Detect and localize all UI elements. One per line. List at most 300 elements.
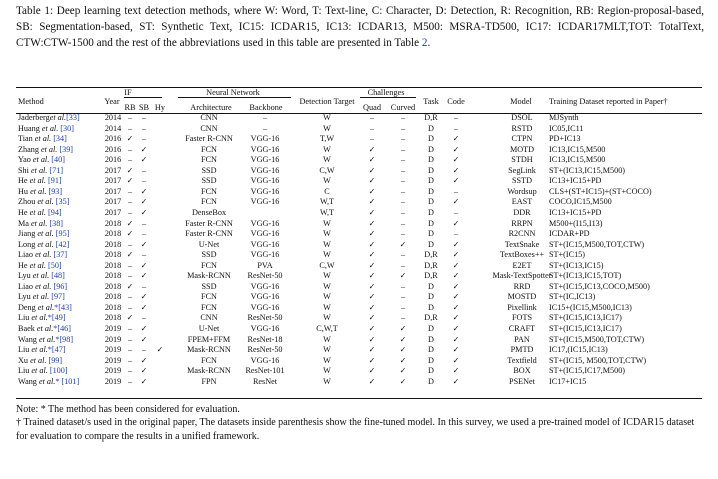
cell-detection-target: W (323, 144, 331, 154)
table-notes (16, 403, 702, 443)
cell-sb: – (141, 313, 147, 323)
cell-code: ✓ (452, 366, 460, 376)
cell-architecture: FPN (201, 376, 217, 386)
cell-task: D (428, 165, 434, 175)
cell-training-dataset: IC13,IC15,M500 (549, 155, 606, 165)
cell-code: ✓ (452, 324, 460, 333)
cell-task: D (428, 186, 434, 196)
table-row (16, 197, 702, 208)
cell-training-dataset: COCO,IC15,M500 (549, 197, 612, 207)
method-author: Ma (18, 218, 31, 228)
if-group-rule (124, 97, 162, 98)
cell-sb: – (141, 250, 147, 260)
cell-training-dataset: ST+(IC15,IC13,COCO,M500) (549, 281, 650, 291)
cell-task: D (428, 324, 434, 333)
cell-architecture: U-Net (198, 239, 220, 249)
cell-task: D (428, 176, 434, 186)
cell-architecture: U-Net (198, 324, 220, 333)
cell-detection-target: C (324, 186, 330, 196)
cell-rb: ✓ (126, 313, 134, 323)
cell-backbone: VGG-16 (250, 281, 280, 291)
cell-year: 2017 (104, 165, 122, 175)
header-model: Model (510, 97, 532, 106)
cell-model: SSTD (511, 176, 533, 186)
cell-curved: – (400, 155, 406, 165)
method-citation[interactable]: [35] (53, 197, 70, 207)
cell-curved: ✓ (399, 345, 407, 355)
cell-task: D,R (424, 113, 438, 122)
method-author: Liu (18, 313, 32, 323)
cell-code: ✓ (452, 292, 460, 302)
cell-quad: ✓ (368, 355, 376, 365)
method-citation[interactable]: [71] (47, 165, 64, 175)
cell-method (18, 377, 79, 388)
cell-backbone: ResNet-50 (247, 271, 283, 281)
note-evaluation: Note: * The method has been considered for evaluation. (16, 404, 240, 415)
table-caption (16, 4, 704, 51)
cell-curved: – (400, 113, 406, 122)
caption-table-reference[interactable]: 2 (421, 36, 428, 49)
cell-architecture: FCN (201, 355, 217, 365)
method-author: Liao (18, 281, 36, 291)
method-et-al: et al. (31, 345, 48, 355)
cell-code: ✓ (452, 134, 460, 144)
cell-method (18, 292, 65, 303)
cell-task: D (428, 281, 434, 291)
cell-backbone: VGG-16 (250, 197, 280, 207)
cell-rb: – (127, 334, 133, 344)
method-citation[interactable]: [48] (49, 271, 65, 281)
cell-rb: – (127, 345, 133, 355)
cell-model: E2ET (512, 260, 532, 270)
cell-architecture: FCN (201, 144, 217, 154)
method-author: Hu (18, 186, 31, 196)
cell-task: D (428, 197, 434, 207)
table-row (16, 345, 702, 356)
cell-quad: ✓ (368, 292, 376, 302)
header-rb: RB (124, 103, 136, 112)
method-et-al: et al. (41, 123, 59, 133)
cell-detection-target: W (323, 302, 331, 312)
cell-sb: – (141, 281, 147, 291)
cell-quad: – (369, 123, 375, 133)
cell-code: ✓ (452, 176, 460, 186)
method-author: Lyu (18, 292, 33, 302)
cell-quad: ✓ (368, 176, 376, 186)
cell-model: CRAFT (508, 324, 536, 333)
method-et-al: et al. (32, 292, 50, 302)
cell-code: – (453, 113, 459, 122)
header-method: Method (18, 97, 44, 106)
table-row (16, 356, 702, 367)
cell-curved: – (400, 197, 406, 207)
cell-training-dataset: ICDAR+PD (549, 229, 590, 239)
method-citation[interactable]: *[47] (47, 345, 66, 355)
cell-model: Wordsup (507, 186, 537, 196)
method-citation[interactable]: [33] (66, 113, 80, 122)
table-row (16, 292, 702, 303)
method-et-al: et al. (30, 355, 47, 365)
cell-year: 2019 (104, 324, 122, 333)
cell-architecture: FCN (201, 186, 217, 196)
method-citation[interactable]: [39] (57, 144, 74, 154)
cell-training-dataset: ST+(IC13,IC15) (549, 260, 604, 270)
cell-rb: – (127, 376, 133, 386)
method-author: Jaderberg (18, 113, 50, 122)
cell-detection-target: W (323, 271, 331, 281)
cell-task: D (428, 366, 434, 376)
cell-curved: – (400, 250, 406, 260)
table-row (16, 187, 702, 198)
cell-quad: ✓ (368, 324, 376, 333)
cell-backbone: – (262, 123, 268, 133)
cell-year: 2019 (104, 334, 122, 344)
method-citation[interactable]: * [101] (55, 376, 80, 386)
neural-network-group-rule (178, 97, 291, 98)
method-et-al: et al. (31, 366, 48, 376)
cell-year: 2016 (104, 144, 122, 154)
cell-architecture: SSD (201, 165, 217, 175)
method-et-al: et al. (38, 334, 56, 344)
header-year: Year (104, 97, 120, 106)
table-row (16, 134, 702, 145)
cell-backbone: VGG-16 (250, 292, 280, 302)
cell-backbone: VGG-16 (250, 134, 280, 144)
cell-model: RSTD (511, 123, 533, 133)
cell-detection-target: W (323, 281, 331, 291)
cell-detection-target: W (323, 355, 331, 365)
cell-model: BOX (513, 366, 531, 376)
method-citation[interactable]: [99] (46, 355, 63, 365)
cell-architecture: FCN (201, 302, 217, 312)
header-code: Code (447, 97, 465, 106)
cell-sb: ✓ (140, 186, 148, 196)
cell-code: – (453, 229, 459, 239)
method-citation[interactable]: *[46] (53, 324, 71, 333)
cell-backbone: ResNet-50 (247, 313, 283, 323)
cell-rb: – (127, 186, 133, 196)
cell-sb: ✓ (140, 292, 148, 302)
method-author: Yao (18, 155, 33, 165)
cell-architecture: CNN (200, 313, 218, 323)
cell-training-dataset: IC13,IC15,M500 (549, 144, 606, 154)
cell-detection-target: W (323, 250, 331, 260)
cell-task: D (428, 155, 434, 165)
cell-training-dataset: ST+(IC13,IC15,M500) (549, 165, 626, 175)
cell-detection-target: W (323, 229, 331, 239)
cell-year: 2018 (104, 229, 122, 239)
cell-year: 2018 (104, 260, 122, 270)
cell-backbone: VGG-16 (250, 324, 280, 333)
table-row (16, 155, 702, 166)
table-row (16, 124, 702, 135)
cell-method (18, 197, 69, 208)
cell-training-dataset: ST+(IC15,M500,TOT,CTW) (549, 334, 645, 344)
cell-code: ✓ (452, 271, 460, 281)
method-author: Wang (18, 376, 39, 386)
cell-model: Mask-TextSpotter (492, 271, 552, 281)
cell-method (18, 219, 63, 230)
cell-year: 2014 (104, 123, 122, 133)
cell-task: D,R (424, 260, 438, 270)
cell-detection-target: W (323, 239, 331, 249)
cell-quad: ✓ (368, 218, 376, 228)
cell-quad: – (369, 134, 375, 144)
header-neural-network-group: Neural Network (206, 87, 260, 97)
method-citation[interactable]: [95] (53, 229, 70, 239)
method-et-al: et al. (37, 229, 54, 239)
cell-curved: – (400, 123, 406, 133)
cell-curved: ✓ (399, 376, 407, 386)
cell-code: ✓ (452, 334, 460, 344)
cell-architecture: FCN (201, 292, 217, 302)
cell-method (18, 145, 73, 156)
cell-curved: – (400, 313, 406, 323)
method-citation[interactable]: [40] (49, 155, 65, 165)
table-row (16, 113, 702, 124)
cell-code: ✓ (452, 197, 460, 207)
method-et-al: et al. (36, 324, 54, 333)
cell-sb: ✓ (140, 355, 148, 365)
method-citation[interactable]: [97] (49, 292, 65, 302)
cell-year: 2018 (104, 302, 122, 312)
cell-year: 2019 (104, 355, 122, 365)
cell-rb: – (127, 123, 133, 133)
method-citation[interactable]: *[49] (47, 313, 66, 323)
method-author: Wang (18, 334, 39, 344)
method-citation[interactable]: [42] (53, 239, 70, 249)
cell-year: 2018 (104, 271, 122, 281)
method-et-al: et al. (40, 144, 58, 154)
cell-rb: – (127, 260, 133, 270)
cell-architecture: Mask-RCNN (187, 366, 231, 376)
cell-rb: ✓ (126, 218, 134, 228)
cell-model: R2CNN (508, 229, 536, 239)
cell-rb: – (127, 366, 133, 376)
cell-rb: ✓ (126, 165, 134, 175)
cell-backbone: VGG-16 (250, 355, 280, 365)
cell-year: 2017 (104, 176, 122, 186)
header-task: Task (423, 97, 439, 106)
cell-model: MOTD (509, 144, 535, 154)
cell-quad: ✓ (368, 239, 376, 249)
cell-curved: – (400, 186, 406, 196)
cell-year: 2018 (104, 250, 122, 260)
method-et-al: et al. (37, 239, 54, 249)
cell-year: 2016 (104, 155, 122, 165)
method-author: Huang (18, 123, 42, 133)
cell-code: ✓ (452, 313, 460, 323)
cell-task: D (428, 376, 434, 386)
cell-model: Pixellink (507, 302, 537, 312)
cell-year: 2018 (104, 292, 122, 302)
method-et-al: et al. (35, 281, 52, 291)
cell-model: CTPN (511, 134, 533, 144)
method-author: Lyu (18, 271, 33, 281)
cell-curved: – (400, 229, 406, 239)
cell-backbone: VGG-16 (250, 218, 280, 228)
cell-rb: ✓ (126, 134, 134, 144)
table-row (16, 366, 702, 377)
cell-model: SegLink (508, 165, 536, 175)
cell-rb: – (127, 155, 133, 165)
cell-task: D (428, 334, 434, 344)
table-row (16, 219, 702, 230)
cell-code: ✓ (452, 144, 460, 154)
cell-sb: – (141, 229, 147, 239)
cell-code: – (453, 186, 459, 196)
table-row (16, 166, 702, 177)
cell-training-dataset: IC13+IC15+PD (549, 176, 602, 186)
cell-sb: ✓ (140, 197, 148, 207)
method-citation[interactable]: [100] (47, 366, 68, 376)
method-et-al: et al. (38, 376, 56, 386)
cell-method (18, 113, 80, 124)
method-et-al: et al. (32, 271, 50, 281)
method-et-al: et al. (31, 313, 48, 323)
table-row (16, 261, 702, 272)
cell-year: 2018 (104, 239, 122, 249)
cell-backbone: VGG-16 (250, 176, 280, 186)
cell-architecture: DenseBox (191, 207, 227, 217)
cell-curved: ✓ (399, 334, 407, 344)
cell-training-dataset: M500+(I15,I13) (549, 218, 603, 228)
cell-architecture: FCN (201, 260, 217, 270)
cell-sb: – (141, 218, 147, 228)
cell-method (18, 356, 62, 367)
table-row (16, 335, 702, 346)
cell-curved: – (400, 176, 406, 186)
table-row (16, 303, 702, 314)
cell-detection-target: W (323, 176, 331, 186)
cell-rb: – (127, 197, 133, 207)
cell-detection-target: W,T (319, 197, 335, 207)
method-citation[interactable]: [96] (51, 281, 68, 291)
cell-sb: ✓ (140, 155, 148, 165)
cell-sb: ✓ (140, 144, 148, 154)
table-top-rule (16, 87, 702, 88)
method-author: Jiang (18, 229, 38, 239)
cell-detection-target: W (323, 313, 331, 323)
cell-rb: – (127, 113, 133, 122)
method-author: Zhang (18, 144, 41, 154)
cell-detection-target: W,T (319, 207, 335, 217)
cell-curved: ✓ (399, 239, 407, 249)
cell-backbone: VGG-16 (250, 250, 280, 260)
cell-backbone: VGG-16 (250, 186, 280, 196)
cell-task: D (428, 302, 434, 312)
method-citation[interactable]: [30] (58, 123, 74, 133)
cell-code: – (453, 207, 459, 217)
cell-backbone: VGG-16 (250, 302, 280, 312)
cell-quad: ✓ (368, 207, 376, 217)
cell-curved: ✓ (399, 324, 407, 333)
cell-backbone: ResNet-101 (245, 366, 285, 376)
cell-architecture: SSD (201, 176, 217, 186)
table-row (16, 313, 702, 324)
method-citation[interactable]: [94] (45, 207, 62, 217)
cell-year: 2019 (104, 345, 122, 355)
cell-sb: ✓ (140, 376, 148, 386)
cell-curved: – (400, 207, 406, 217)
cell-architecture: FCN (201, 155, 217, 165)
cell-backbone: ResNet (252, 376, 278, 386)
cell-architecture: Mask-RCNN (187, 271, 231, 281)
cell-model: DDR (513, 207, 531, 217)
method-citation[interactable]: [91] (45, 176, 62, 186)
cell-model: FOTS (511, 313, 533, 323)
cell-training-dataset: ST+(IC15,IC17,M500) (549, 366, 626, 376)
cell-detection-target: W (323, 366, 331, 376)
method-citation[interactable]: *[43] (54, 302, 72, 312)
cell-rb: ✓ (126, 250, 134, 260)
method-et-al: et al. (29, 260, 46, 270)
cell-rb: – (127, 144, 133, 154)
method-author: He (18, 176, 30, 186)
method-et-al: et al. (37, 197, 54, 207)
cell-architecture: SSD (201, 281, 217, 291)
method-citation[interactable]: [38] (47, 218, 64, 228)
method-et-al: et al. (49, 113, 67, 122)
method-citation[interactable]: [93] (46, 186, 63, 196)
cell-sb: – (141, 176, 147, 186)
cell-model: Textfield (507, 355, 537, 365)
cell-quad: ✓ (368, 165, 376, 175)
header-challenges-group: Challenges (367, 87, 405, 97)
cell-architecture: Faster R-CNN (185, 218, 233, 228)
cell-curved: – (400, 260, 406, 270)
cell-quad: ✓ (368, 250, 376, 260)
method-et-al: et al. (35, 250, 52, 260)
cell-method (18, 271, 65, 282)
cell-code: ✓ (452, 355, 460, 365)
cell-year: 2016 (104, 134, 122, 144)
cell-quad: ✓ (368, 366, 376, 376)
challenges-group-rule (360, 97, 416, 98)
cell-method (18, 335, 73, 346)
cell-model: PSENet (509, 376, 535, 386)
method-citation[interactable]: [50] (45, 260, 62, 270)
cell-quad: ✓ (368, 186, 376, 196)
cell-quad: ✓ (368, 334, 376, 344)
cell-sb: ✓ (140, 334, 148, 344)
cell-method (18, 366, 68, 377)
method-et-al: et al. (30, 186, 47, 196)
method-citation[interactable]: *[98] (55, 334, 74, 344)
method-citation[interactable]: [34] (51, 134, 67, 144)
cell-code: ✓ (452, 165, 460, 175)
cell-training-dataset: IC05,IC11 (549, 123, 584, 133)
cell-curved: – (400, 292, 406, 302)
cell-detection-target: W (323, 376, 331, 386)
cell-curved: ✓ (399, 355, 407, 365)
cell-quad: ✓ (368, 229, 376, 239)
cell-year: 2019 (104, 376, 122, 386)
cell-code: ✓ (452, 239, 460, 249)
cell-sb: ✓ (140, 239, 148, 249)
cell-backbone: ResNet-50 (247, 345, 283, 355)
cell-training-dataset: IC15+(IC15,M500,IC13) (549, 302, 632, 312)
cell-method (18, 324, 71, 335)
cell-backbone: PVA (257, 260, 273, 270)
method-citation[interactable]: [37] (51, 250, 68, 260)
header-architecture: Architecture (190, 103, 232, 112)
cell-rb: – (127, 302, 133, 312)
method-author: He (18, 260, 30, 270)
cell-backbone: VGG-16 (250, 144, 280, 154)
cell-sb: ✓ (140, 302, 148, 312)
cell-quad: ✓ (368, 197, 376, 207)
